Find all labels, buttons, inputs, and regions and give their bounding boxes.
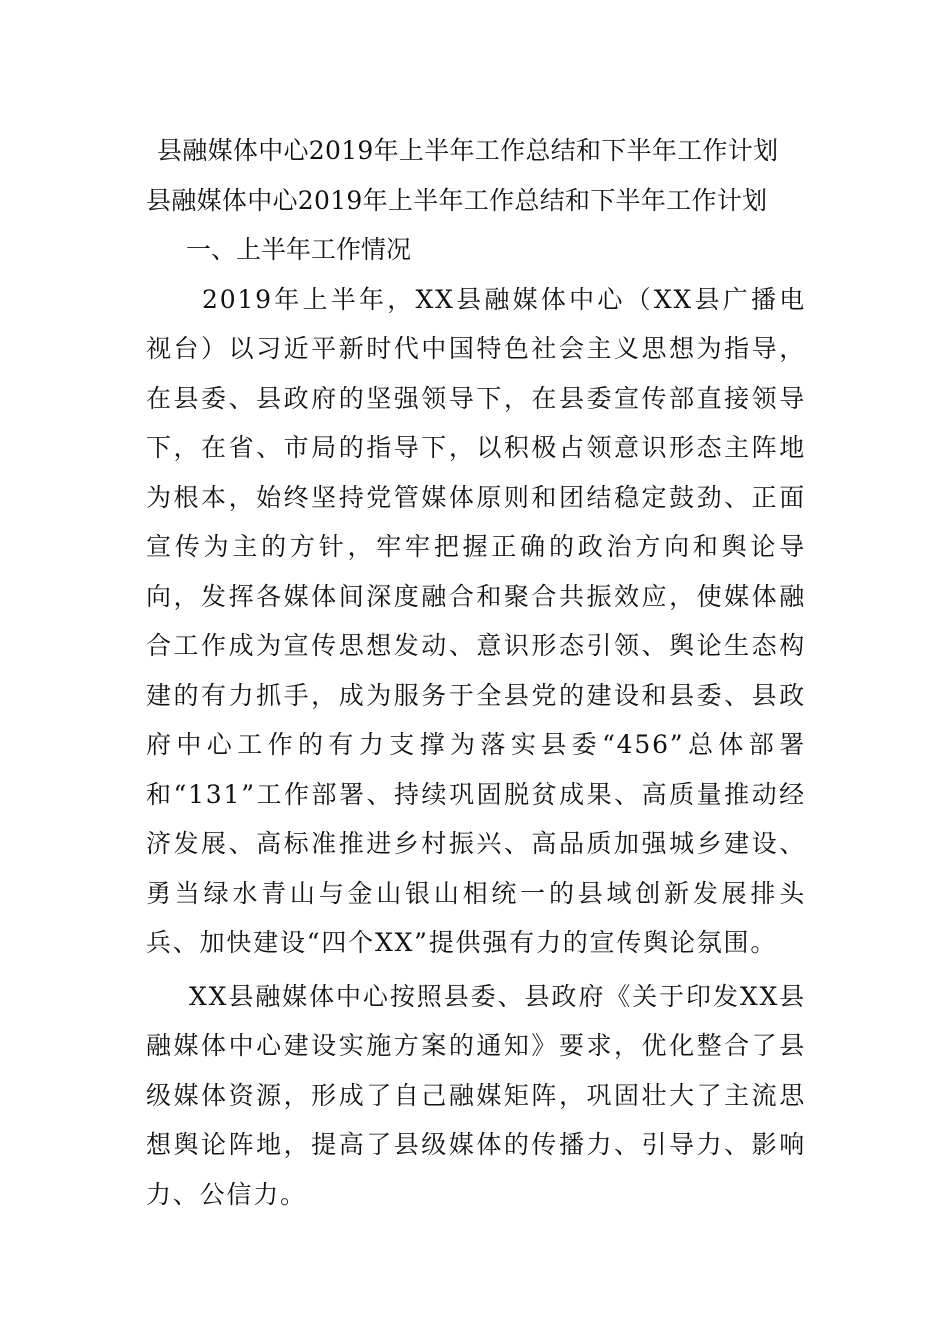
paragraph-1: 2019年上半年，XX县融媒体中心（XX县广播电视台）以习近平新时代中国特色社会主义思想为指导，在县委、县政府的坚强领导下，在县委宣传部直接领导下，在省、市局的指导下，以积极占领意识形态主阵地为根本，始终坚持党管媒体原则和团结稳定鼓劲、正面宣传为主的方针，牢牢把握正确的政治方向和舆论导向，发挥各媒体间深度融合和聚合共振效应，使媒体融合工作成为宣传思想发动、意识形态引领、舆论生态构建的有力抓手，成为服务于全县党的建设和县委、县政府中心工作的有力支撑为落实县委“456”总体部署和“131”工作部署、持续巩固脱贫成果、高质量推动经济发展、高标准推进乡村振兴、高品质加强城乡建设、勇当绿水青山与金山银山相统一的县域创新发展排头兵、加快建设“四个XX”提供强有力的宣传舆论氛围。 [146,284,806,957]
document-title-line-2: 县融媒体中心2019年上半年工作总结和下半年工作计划 [146,185,768,215]
document-title-line-1: 县融媒体中心2019年上半年工作总结和下半年工作计划 [157,136,779,165]
document-body [146,126,806,1219]
section-heading: 一、上半年工作情况 [186,235,412,264]
paragraph-2: XX县融媒体中心按照县委、县政府《关于印发XX县融媒体中心建设实施方案的通知》要求，优化整合了县级媒体资源，形成了自己融媒矩阵，巩固壮大了主流思想舆论阵地，提高了县级媒体的传播力、引导力、影响力、公信力。 [146,981,806,1209]
